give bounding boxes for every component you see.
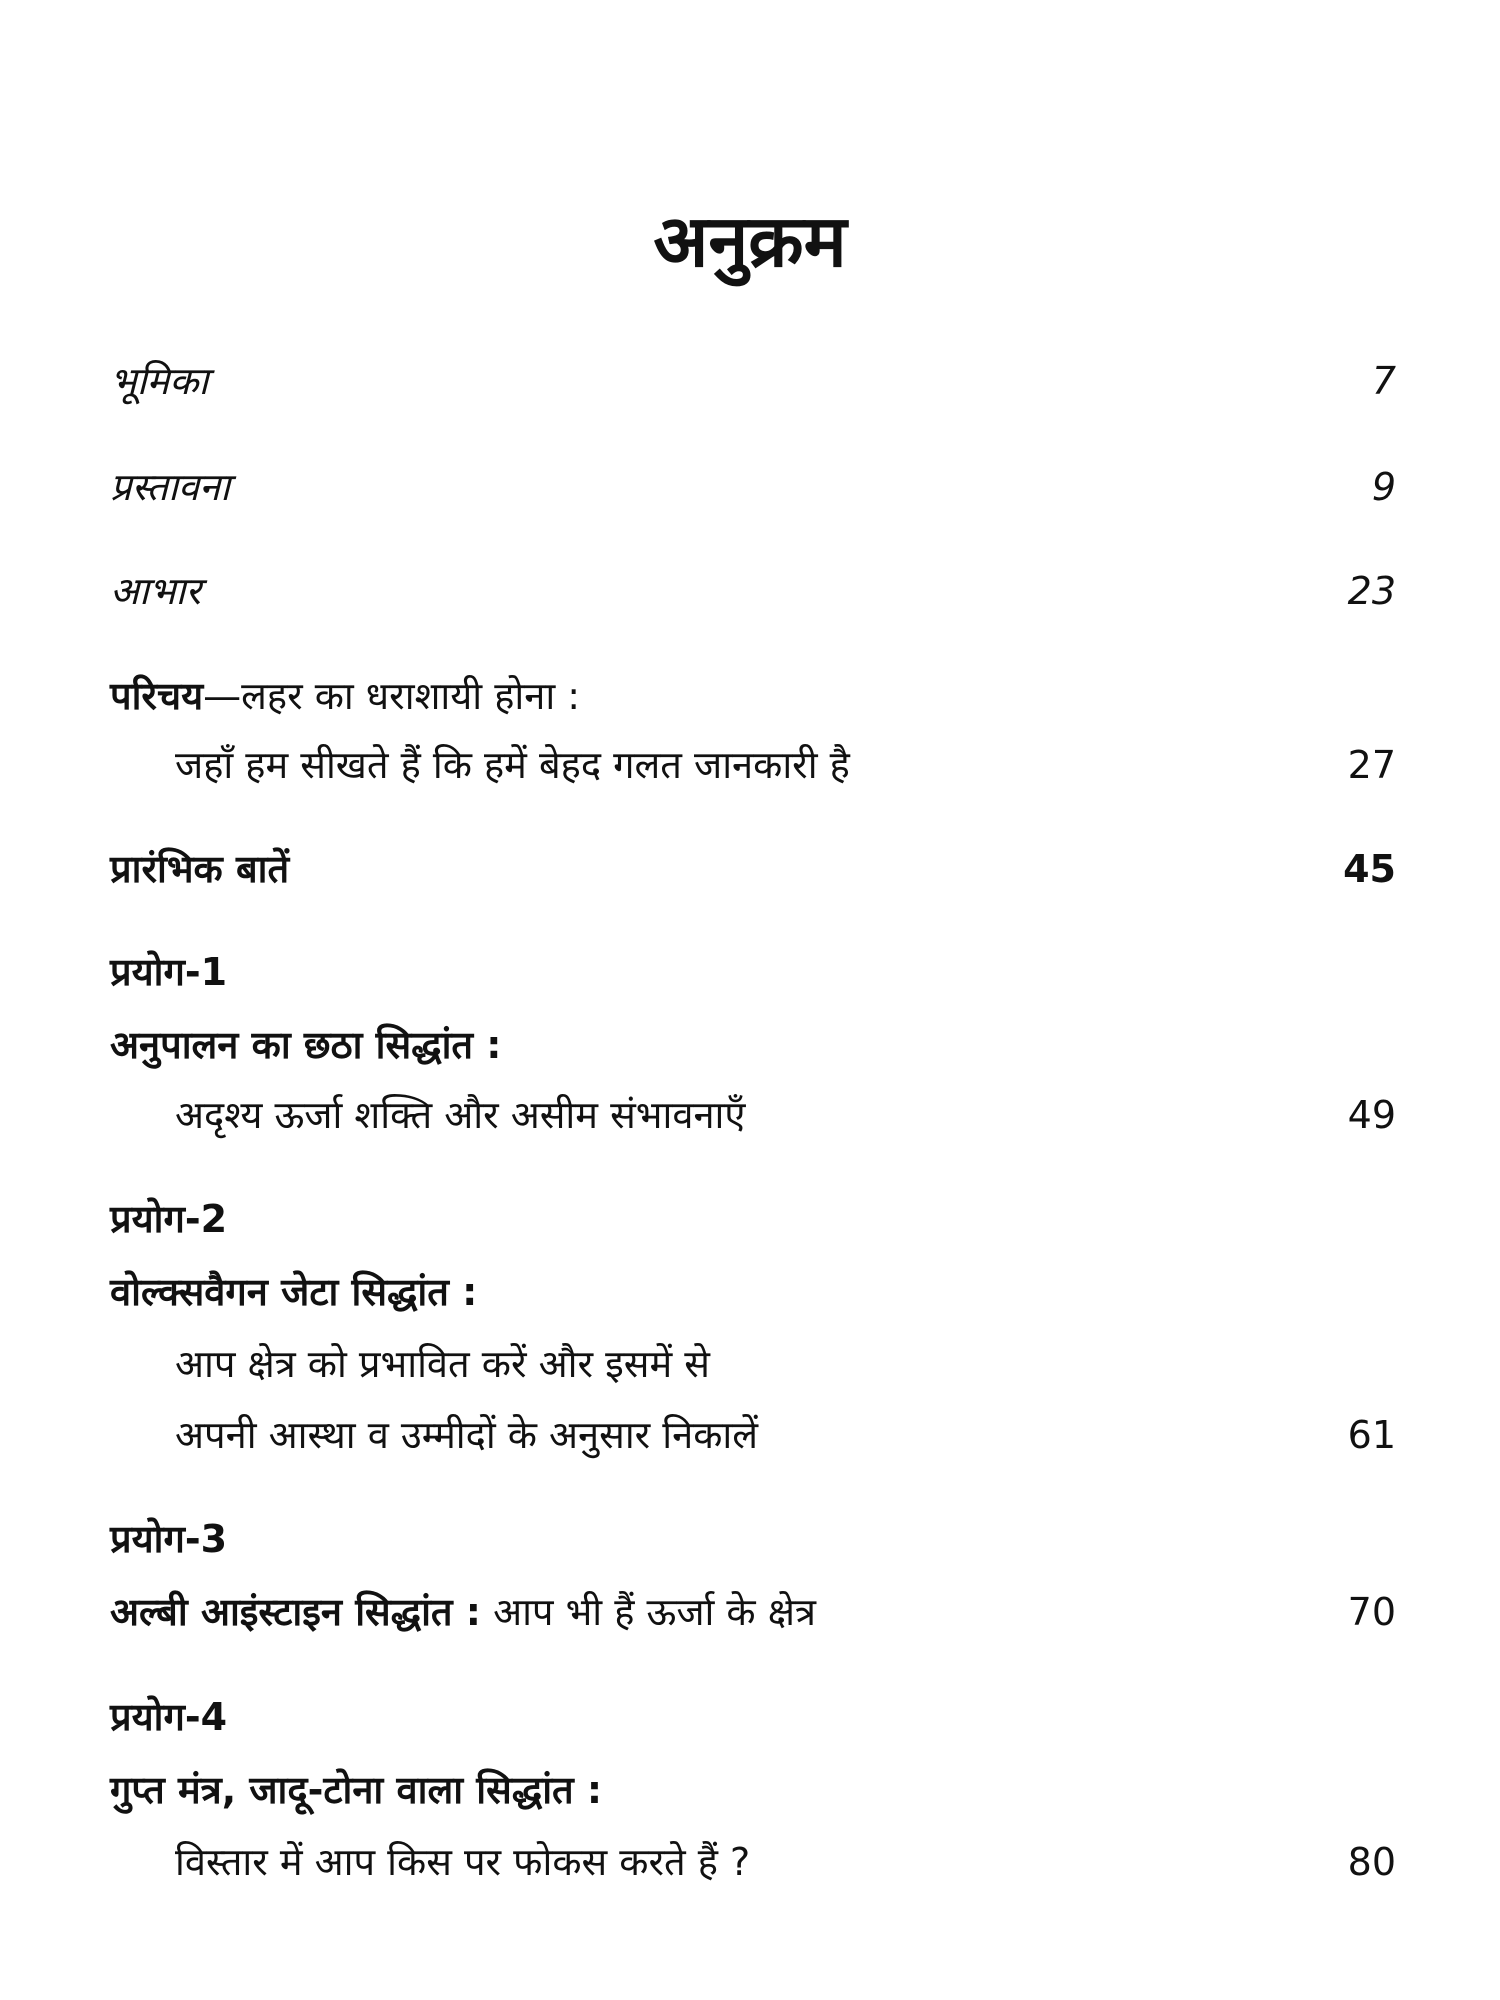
entry-subtitle: अदृश्य ऊर्जा शक्ति और असीम संभावनाएँ [175,1093,746,1137]
entry-title: अनुपालन का छठा सिद्धांत : [110,1023,502,1067]
entry-title: वोल्क्सवैगन जेटा सिद्धांत : [110,1270,478,1314]
entry-title: गुप्त मंत्र, जादू-टोना वाला सिद्धांत : [110,1768,603,1812]
toc-entry-aabhar: आभार [110,569,201,613]
page-number: 9 [1371,465,1396,509]
entry-subtitle: विस्तार में आप किस पर फोकस करते हैं ? [175,1840,751,1884]
entry-subtitle: —लहर का धराशायी होना : [203,674,581,718]
toc-entry-prastavana: प्रस्तावना [110,465,230,509]
page-number: 61 [1347,1413,1396,1457]
section-heading: प्रयोग-2 [110,1197,228,1241]
entry-title: अल्बी आइंस्टाइन सिद्धांत : [110,1590,482,1634]
entry-subtitle: आप क्षेत्र को प्रभावित करें और इसमें से [175,1342,710,1386]
page-number: 23 [1347,569,1396,613]
page-number: 70 [1347,1590,1396,1634]
toc-entry-prarambhik: प्रारंभिक बातें [110,847,290,891]
section-heading: प्रयोग-3 [110,1517,228,1561]
entry-subtitle: जहाँ हम सीखते हैं कि हमें बेहद गलत जानकारी है [175,743,850,787]
section-heading: प्रयोग-4 [110,1695,228,1739]
page-number: 80 [1347,1840,1396,1884]
page-number: 45 [1343,847,1396,891]
toc-entry-parichay [110,671,580,721]
toc-entry-prayog3 [110,1587,816,1637]
entry-subtitle: आप भी हैं ऊर्जा के क्षेत्र [481,1590,816,1634]
page-number: 7 [1371,359,1396,403]
page-title: अनुक्रम [653,199,847,283]
page-number: 27 [1347,743,1396,787]
toc-entry-bhumika: भूमिका [110,359,209,403]
page-number: 49 [1347,1093,1396,1137]
entry-title: परिचय [110,674,204,718]
section-heading: प्रयोग-1 [110,950,228,994]
entry-subtitle: अपनी आस्था व उम्मीदों के अनुसार निकालें [175,1413,759,1457]
